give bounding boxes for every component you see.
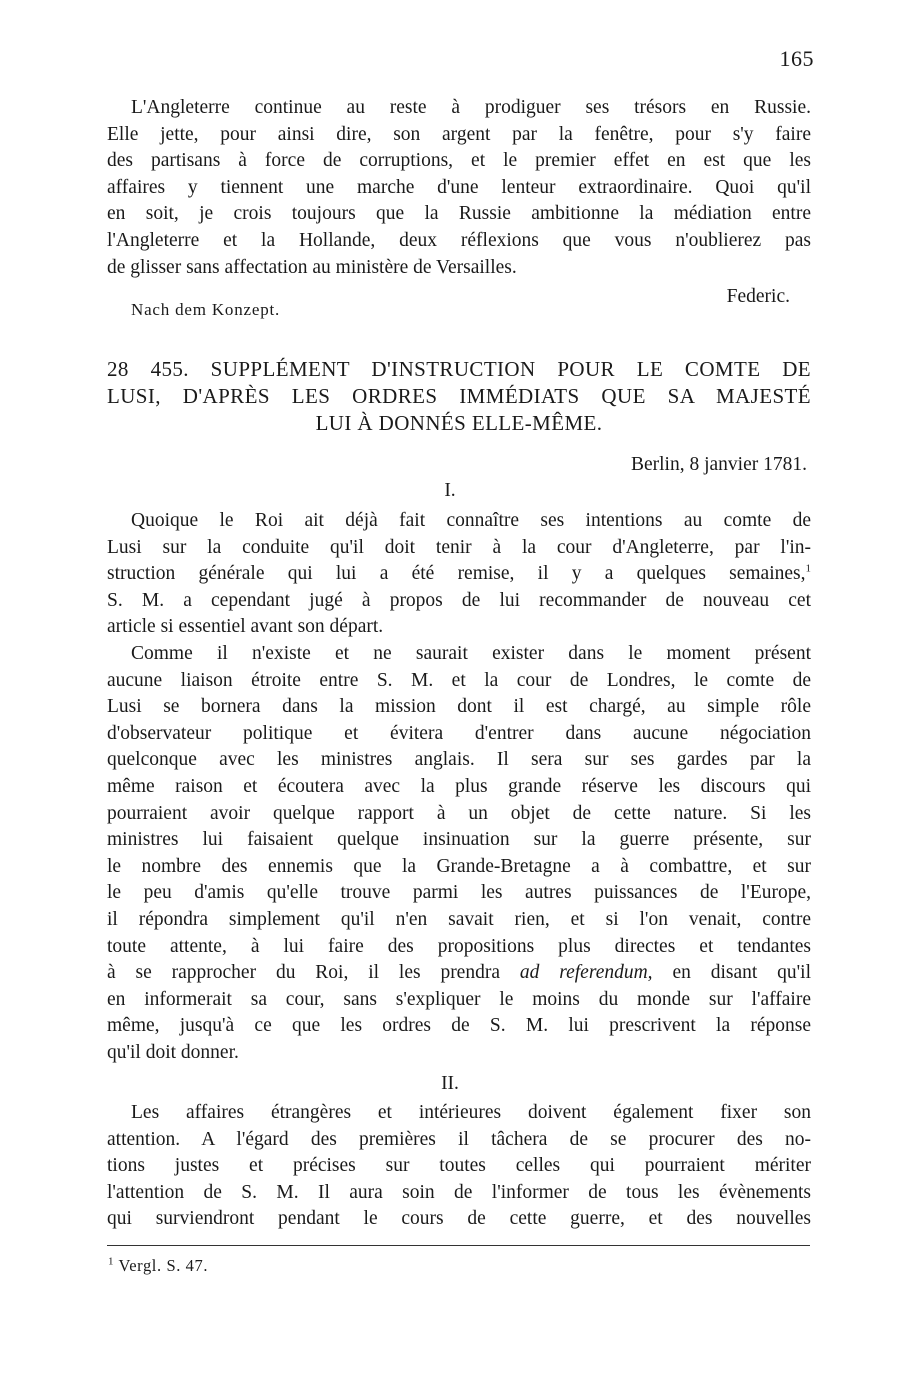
paragraph-line: Les affaires étrangères et intérieures doivent également fixer son bbox=[131, 1102, 811, 1123]
intro-line: Elle jette, pour ainsi dire, son argent par la fenêtre, pour s'y faire bbox=[107, 123, 811, 145]
dateline: Berlin, 8 janvier 1781. bbox=[630, 454, 807, 475]
paragraph-line: S. M. a cependant jugé à propos de lui recommander de nouveau cet bbox=[107, 589, 811, 611]
paragraph-line: tions justes et précises sur toutes celles qui pourraient mériter bbox=[107, 1155, 811, 1177]
paragraph-line: Quoique le Roi ait déjà fait connaître ses intentions au comte de bbox=[131, 510, 811, 531]
paragraph-line: Comme il n'existe et ne saurait exister dans le moment présent bbox=[131, 643, 811, 664]
paragraph-line: le peu d'amis qu'elle trouve parmi les autres puissances de l'Europe, bbox=[107, 882, 811, 904]
paragraph-line: en informerait sa cour, sans s'expliquer le moins du monde sur l'affaire bbox=[107, 988, 811, 1010]
paragraph-line: pourraient avoir quelque rapport à un objet de cette nature. Si les bbox=[107, 802, 811, 824]
footnote-divider bbox=[107, 1245, 810, 1246]
paragraph-line: même raison et écoutera avec la plus grande réserve les discours qui bbox=[107, 775, 811, 797]
intro-paragraph bbox=[107, 95, 811, 281]
paragraph-line-text: à se rapprocher du Roi, il les prendra bbox=[107, 962, 500, 984]
paragraph-line: toute attente, à lui faire des propositions plus directes et tendantes bbox=[107, 935, 811, 957]
paragraph-three bbox=[107, 1100, 811, 1233]
heading-line: 28 455. SUPPLÉMENT D'INSTRUCTION POUR LE COMTE DE bbox=[107, 357, 811, 381]
section-number-two: II. bbox=[441, 1073, 459, 1094]
intro-line: en soit, je crois toujours que la Russie ambitionne la médiation entre bbox=[107, 203, 811, 225]
heading-line: LUI À DONNÉS ELLE-MÊME. bbox=[315, 411, 603, 435]
paragraph-one bbox=[107, 508, 811, 641]
paragraph-line: article si essentiel avant son départ. bbox=[107, 616, 384, 638]
footnote-reference: 1 bbox=[805, 562, 811, 575]
paragraph-line: il répondra simplement qu'il n'en savait rien, et si l'on venait, contre bbox=[107, 908, 811, 930]
paragraph-line: l'attention de S. M. Il aura soin de l'informer de tous les évènements bbox=[107, 1181, 811, 1203]
paragraph-line-text: struction générale qui lui a été remise, il y a quelques semaines, bbox=[107, 563, 806, 585]
paragraph-line: attention. A l'égard des premières il tâchera de se procurer des no- bbox=[107, 1128, 811, 1150]
paragraph-line: même, jusqu'à ce que les ordres de S. M. lui prescrivent la réponse bbox=[107, 1015, 811, 1037]
document-heading bbox=[107, 356, 811, 437]
paragraph-line: Lusi sur la conduite qu'il doit tenir à la cour d'Angleterre, par l'in- bbox=[107, 536, 811, 558]
paragraph-line: quelconque avec les ministres anglais. Il sera sur ses gardes par la bbox=[107, 749, 811, 771]
signature: Federic. bbox=[726, 286, 790, 307]
footnote-marker: 1 bbox=[108, 1255, 115, 1268]
intro-line: de glisser sans affectation au ministère de Versailles. bbox=[107, 256, 517, 278]
intro-line: affaires y tiennent une marche d'une lenteur extraordinaire. Quoi qu'il bbox=[107, 176, 811, 198]
paragraph-two bbox=[107, 641, 811, 1067]
paragraph-line: ministres lui faisaient quelque insinuation sur la guerre présente, sur bbox=[107, 829, 811, 851]
paragraph-line: Lusi se bornera dans la mission dont il est chargé, au simple rôle bbox=[107, 696, 811, 718]
paragraph-line bbox=[107, 960, 811, 987]
paragraph-line: aucune liaison étroite entre S. M. et la cour de Londres, le comte de bbox=[107, 669, 811, 691]
page-number: 165 bbox=[779, 46, 814, 71]
italic-phrase: ad referendum, bbox=[519, 962, 653, 984]
paragraph-line bbox=[107, 561, 811, 588]
paragraph-line: d'observateur politique et évitera d'entrer dans aucune négociation bbox=[107, 722, 811, 744]
heading-line: LUSI, D'APRÈS LES ORDRES IMMÉDIATS QUE SA MAJESTÉ bbox=[107, 384, 811, 408]
footnote bbox=[108, 1256, 208, 1276]
intro-line: l'Angleterre et la Hollande, deux réflexions que vous n'oublierez pas bbox=[107, 229, 811, 251]
footnote-text: Vergl. S. 47. bbox=[118, 1256, 209, 1275]
intro-line: L'Angleterre continue au reste à prodiguer ses trésors en Russie. bbox=[131, 97, 811, 118]
source-note: Nach dem Konzept. bbox=[131, 300, 281, 319]
paragraph-line: qui surviendront pendant le cours de cette guerre, et des nouvelles bbox=[107, 1208, 811, 1230]
paragraph-line: qu'il doit donner. bbox=[107, 1041, 239, 1063]
intro-line: des partisans à force de corruptions, et le premier effet en est que les bbox=[107, 150, 811, 172]
paragraph-line: le nombre des ennemis que la Grande-Bretagne a à combattre, et sur bbox=[107, 855, 811, 877]
paragraph-line-text: en disant qu'il bbox=[672, 962, 811, 984]
section-number-one: I. bbox=[444, 480, 456, 501]
